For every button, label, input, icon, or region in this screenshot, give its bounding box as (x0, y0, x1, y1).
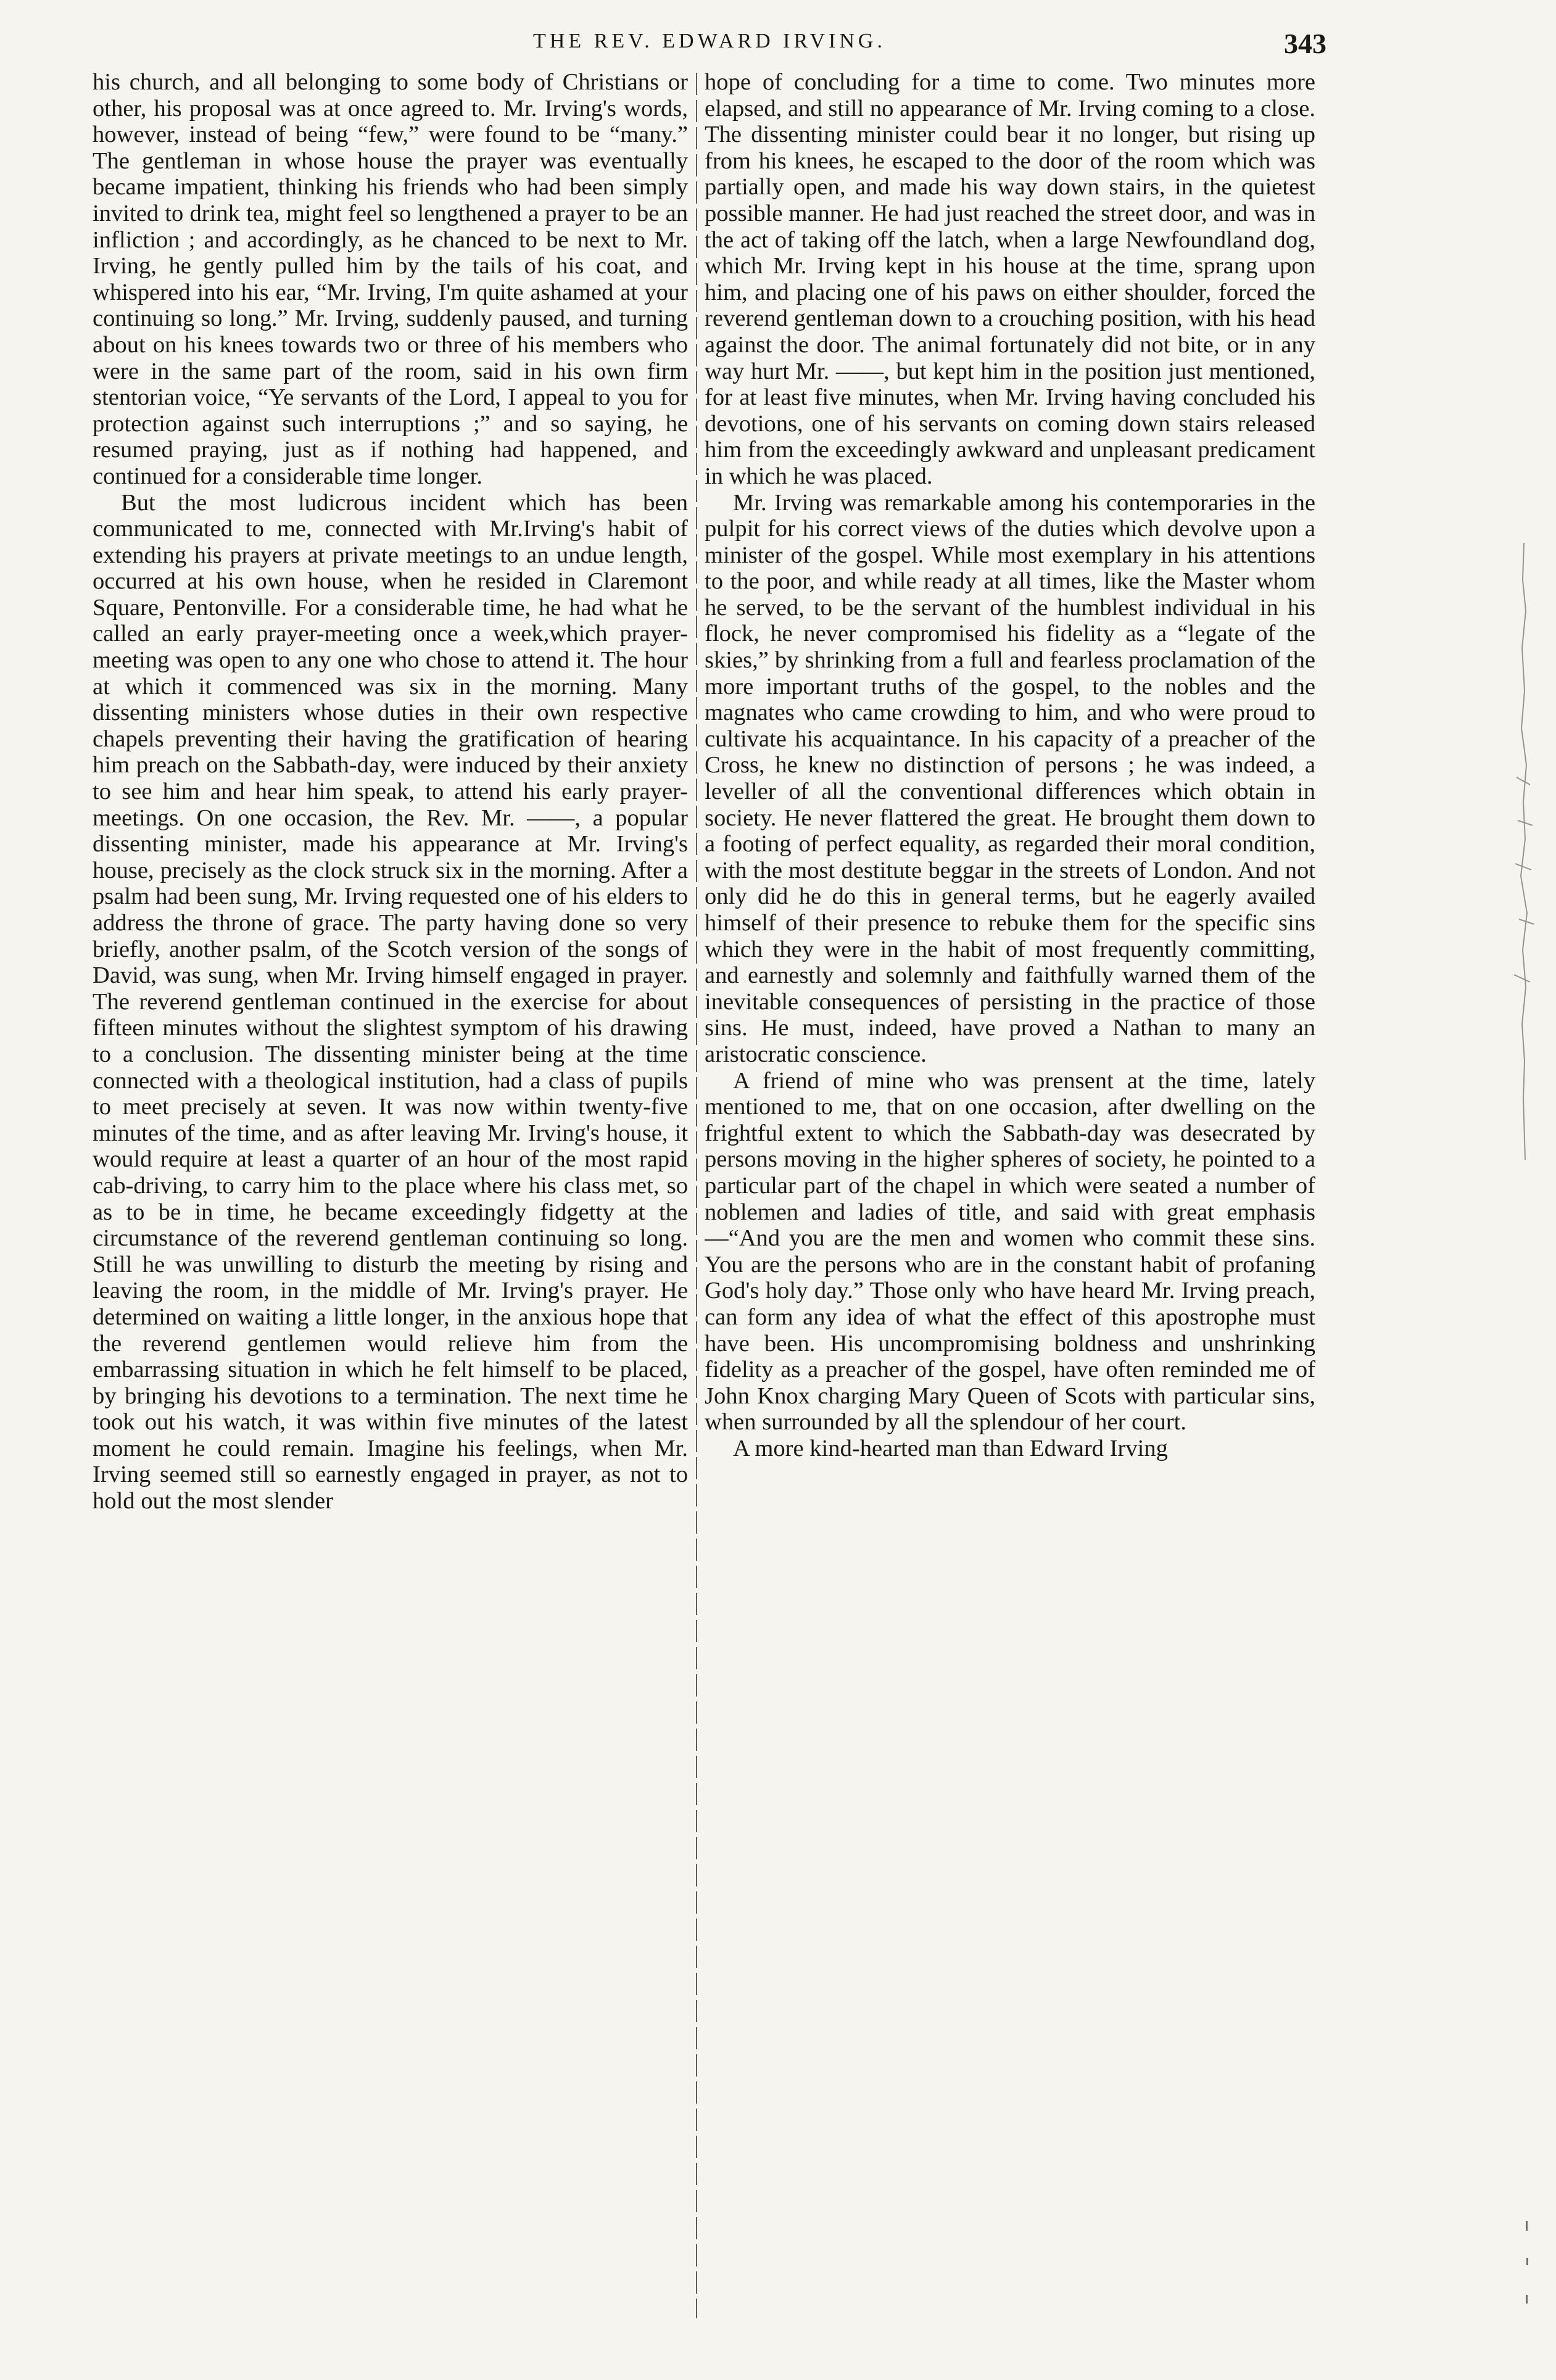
column-divider (696, 73, 697, 2318)
running-title: THE REV. EDWARD IRVING. (533, 30, 886, 52)
paragraph: hope of concluding for a time to come. Two minutes more elapsed, and still no appearance of Mr. Irving coming to a close. The dissenting minister could bear it no longer, but rising up from his knees, he escaped to the door of the room which was partially open, and made his way down stairs, in the quietest possible manner. He had just reached the street door, and was in the act of taking off the latch, when a large Newfoundland dog, which Mr. Irving kept in his house at the time, sprang upon him, and placing one of his paws on either shoulder, forced the reverend gentleman down to a crouching position, with his head against the door. The animal fortunately did not bite, or in any way hurt Mr. ——, but kept him in the position just mentioned, for at least five minutes, when Mr. Irving having concluded his devotions, one of his servants on coming down stairs released him from the exceedingly awkward and unpleasant predicament in which he was placed. (705, 69, 1315, 489)
paragraph: But the most ludicrous incident which has been communicated to me, connected with Mr.Irving's habit of extending his prayers at private meetings to an undue length, occurred at his own house, when he resided in Claremont Square, Pentonville. For a considerable time, he had what he called an early prayer-meeting once a week,which prayer-meeting was open to any one who chose to attend it. The hour at which it commenced was six in the morning. Many dissenting ministers whose duties in their own respective chapels preventing their having the gratification of hearing him preach on the Sabbath-day, were induced by their anxiety to see him and hear him speak, to attend his early prayer-meetings. On one occasion, the Rev. Mr. ——, a popular dissenting minister, made his appearance at Mr. Irving's house, precisely as the clock struck six in the morning. After a psalm had been sung, Mr. Irving requested one of his elders to address the throne of grace. The party having done so very briefly, another psalm, of the Scotch version of the songs of David, was sung, when Mr. Irving himself engaged in prayer. The reverend gentleman continued in the exercise for about fifteen minutes without the slightest symptom of his drawing to a conclusion. The dissenting minister being at the time connected with a theological institution, had a class of pupils to meet precisely at seven. It was now within twenty-five minutes of the time, and as after leaving Mr. Irving's house, it would require at least a quarter of an hour of the most rapid cab-driving, to carry him to the place where his class met, so as to be in time, he became exceedingly fidgetty at the circumstance of the reverend gentleman continuing so long. Still he was unwilling to disturb the meeting by rising and leaving the room, in the middle of Mr. Irving's prayer. He determined on waiting a little longer, in the anxious hope that the reverend gentlemen would relieve him from the embarrassing situation in which he felt himself to be placed, by bringing his devotions to a termination. The next time he took out his watch, it was within five minutes of the latest moment he could remain. Imagine his feelings, when Mr. Irving seemed still so earnestly engaged in prayer, as not to hold out the most slender (93, 489, 688, 1514)
right-column (705, 69, 1315, 2321)
page-number: 343 (1284, 28, 1326, 59)
paragraph: A more kind-hearted man than Edward Irving (733, 1435, 1168, 1461)
margin-bleed-marks (1505, 543, 1542, 1160)
paragraph: A friend of mine who was prensent at the time, lately mentioned to me, that on one occasion, after dwelling on the frightful extent to which the Sabbath-day was desecrated by persons moving in the higher spheres of society, he pointed to a particular part of the chapel in which were seated a number of noblemen and ladies of title, and said with great emphasis—“And you are the men and women who commit these sins. You are the persons who are in the constant habit of profaning God's holy day.” Those only who have heard Mr. Irving preach, can form any idea of what the effect of this apostrophe must have been. His uncompromising boldness and unshrinking fidelity as a preacher of the gospel, have often reminded me of John Knox charging Mary Queen of Scots with particular sins, when surrounded by all the splendour of her court. (705, 1067, 1315, 1436)
left-column (93, 69, 688, 2321)
margin-tick-marks (1515, 2221, 1539, 2332)
paragraph: his church, and all belonging to some body of Christians or other, his proposal was at once agreed to. Mr. Irving's words, however, instead of being “few,” were found to be “many.” The gentleman in whose house the prayer was eventually became impatient, thinking his friends who had been simply invited to drink tea, might feel so lengthened a prayer to be an infliction ; and accordingly, as he chanced to be next to Mr. Irving, he gently pulled him by the tails of his coat, and whispered into his ear, “Mr. Irving, I'm quite ashamed at your continuing so long.” Mr. Irving, suddenly paused, and turning about on his knees towards two or three of his members who were in the same part of the room, said in his own firm stentorian voice, “Ye servants of the Lord, I appeal to you for protection against such interruptions ;” and so saying, he resumed praying, just as if nothing had happened, and continued for a considerable time longer. (93, 69, 688, 489)
paragraph: Mr. Irving was remarkable among his contemporaries in the pulpit for his correct views of the duties which devolve upon a minister of the gospel. While most exemplary in his attentions to the poor, and while ready at all times, like the Master whom he served, to be the servant of the humblest individual in his flock, he never compromised his fidelity as a “legate of the skies,” by shrinking from a full and fearless proclamation of the more important truths of the gospel, to the nobles and the magnates who came crowding to him, and who were proud to cultivate his acquaintance. In his capacity of a preacher of the Cross, he knew no distinction of persons ; he was indeed, a leveller of all the conventional differences which obtain in society. He never flattered the great. He brought them down to a footing of perfect equality, as regarded their moral condition, with the most destitute beggar in the streets of London. And not only did he do this in general terms, but he eagerly availed himself of their presence to rebuke them for the specific sins which they were in the habit of most frequently committing, and earnestly and solemnly and faithfully warned them of the inevitable consequences of persisting in the practice of those sins. He must, indeed, have proved a Nathan to many an aristocratic conscience. (705, 489, 1315, 1067)
running-head (93, 30, 1326, 67)
